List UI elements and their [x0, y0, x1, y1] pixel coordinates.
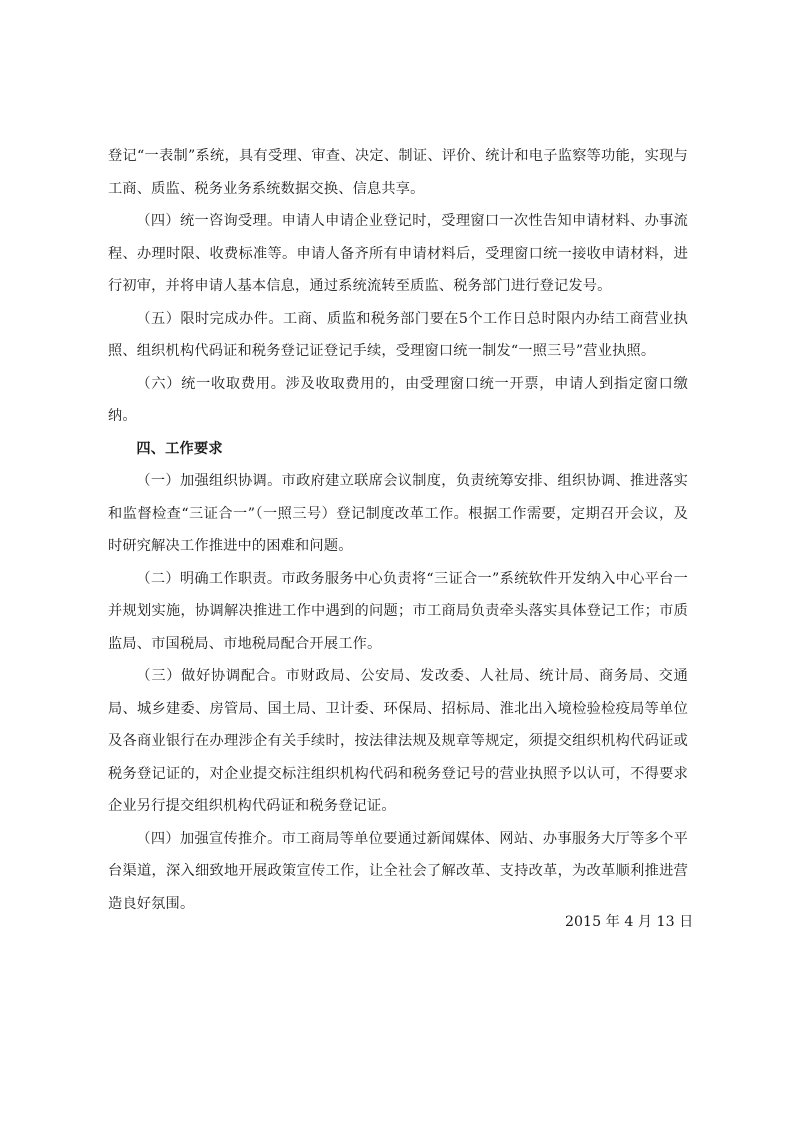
paragraph-responsibilities: （二）明确工作职责。市政务服务中心负责将“三证合一”系统软件开发纳入中心平台一并规划实施，协调解决推进工作中遇到的问题；市工商局负责牵头落实具体登记工作；市质监局、市国税局、市地税局配合开展工作。: [108, 570, 688, 652]
paragraph-time-limit: （五）限时完成办件。工商、质监和税务部门要在5个工作日总时限内办结工商营业执照、组织机构代码证和税务登记证登记手续，受理窗口统一制发“一照三号”营业执照。: [108, 310, 688, 359]
paragraph-cooperation: （三）做好协调配合。市财政局、公安局、发改委、人社局、统计局、商务局、交通局、城乡建委、房管局、国土局、卫计委、环保局、招标局、淮北出入境检验检疫局等单位及各商业银行在办理涉企有关手续时，按法律法规及规章等规定，须提交组织机构代码证或税务登记证的，对企业提交标注组织机构代码和税务登记号的营业执照予以认可，不得要求企业另行提交组织机构代码证和税务登记证。: [108, 668, 688, 814]
paragraph-coordination: （一）加强组织协调。市政府建立联席会议制度，负责统筹安排、组织协调、推进落实和监督检查“三证合一”（一照三号）登记制度改革工作。根据工作需要，定期召开会议，及时研究解决工作推进中的困难和问题。: [108, 473, 688, 554]
document-body: [108, 140, 688, 920]
paragraph-fees: （六）统一收取费用。涉及收取费用的，由受理窗口统一开票，申请人到指定窗口缴纳。: [108, 375, 688, 424]
paragraph-unified-consultation: （四）统一咨询受理。申请人申请企业登记时，受理窗口一次性告知申请材料、办事流程、办理时限、收费标准等。申请人备齐所有申请材料后，受理窗口统一接收申请材料，进行初审，并将申请人基本信息，通过系统流转至质监、税务部门进行登记发号。: [108, 213, 688, 294]
section-heading-work-requirements: 四、工作要求: [136, 440, 223, 457]
document-date: 2015 年 4 月 13 日: [565, 914, 694, 930]
paragraph-publicity: （四）加强宣传推介。市工商局等单位要通过新闻媒体、网站、办事服务大厅等多个平台渠道，深入细致地开展政策宣传工作，让全社会了解改革、支持改革，为改革顺利推进营造良好氛围。: [108, 830, 688, 912]
paragraph-continued: 登记“一表制”系统，具有受理、审查、决定、制证、评价、统计和电子监察等功能，实现与工商、质监、税务业务系统数据交换、信息共享。: [108, 148, 688, 197]
